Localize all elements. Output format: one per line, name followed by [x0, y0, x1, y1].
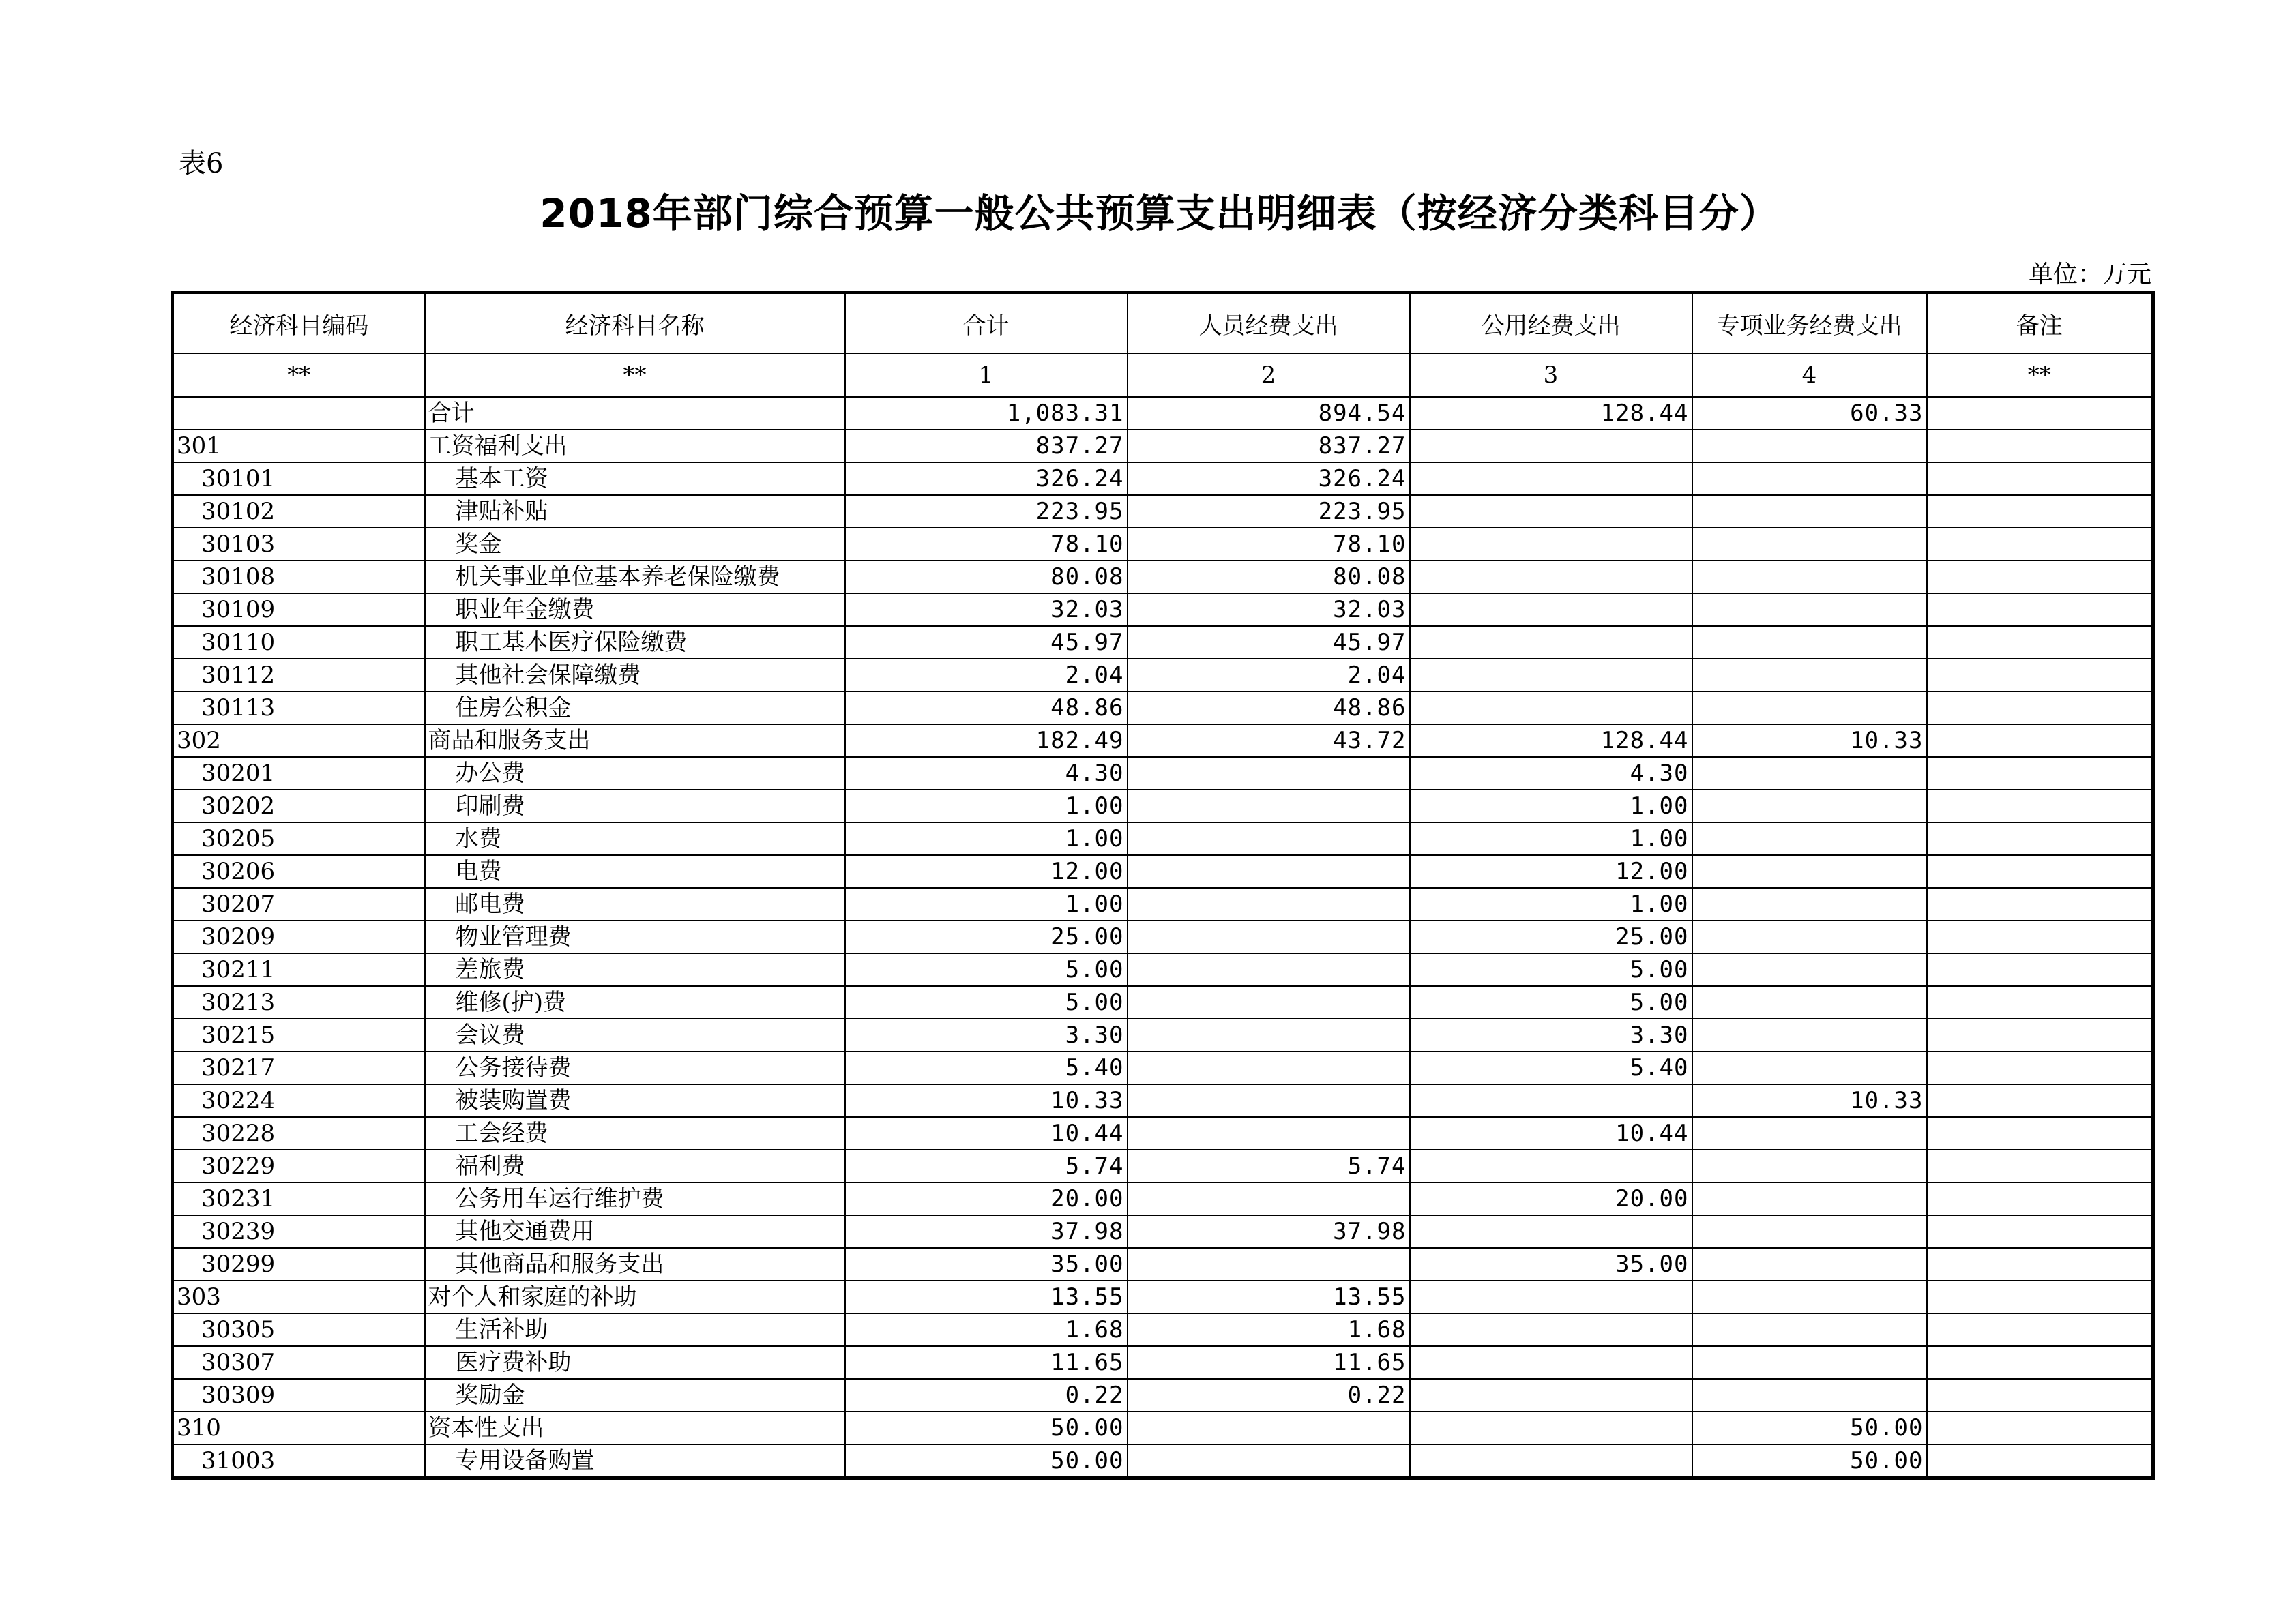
cell-name: 专用设备购置 [425, 1444, 845, 1478]
cell-total: 37.98 [845, 1215, 1128, 1248]
cell-total: 3.30 [845, 1019, 1128, 1052]
cell-personnel: 2.04 [1128, 659, 1410, 691]
cell-special [1692, 1019, 1927, 1052]
cell-name: 津贴补贴 [425, 495, 845, 528]
cell-code: 30309 [173, 1379, 425, 1412]
cell-public: 25.00 [1410, 921, 1692, 953]
cell-code: 310 [173, 1412, 425, 1444]
unit-label: 单位：万元 [2028, 260, 2151, 288]
cell-code: 30101 [173, 462, 425, 495]
cell-note [1927, 430, 2153, 462]
cell-note [1927, 495, 2153, 528]
budget-table [171, 291, 2155, 1480]
cell-special [1692, 953, 1927, 986]
cell-name: 公务接待费 [425, 1052, 845, 1084]
cell-personnel: 37.98 [1128, 1215, 1410, 1248]
cell-total: 4.30 [845, 757, 1128, 790]
cell-note [1927, 1182, 2153, 1215]
cell-note [1927, 1084, 2153, 1117]
cell-code: 30102 [173, 495, 425, 528]
cell-name: 物业管理费 [425, 921, 845, 953]
cell-code: 30108 [173, 561, 425, 593]
table-row [173, 1150, 2153, 1182]
cell-personnel: 32.03 [1128, 593, 1410, 626]
cell-code: 30224 [173, 1084, 425, 1117]
cell-total: 50.00 [845, 1412, 1128, 1444]
column-header-public: 公用经费支出 [1410, 293, 1692, 354]
table-row [173, 626, 2153, 659]
cell-total: 45.97 [845, 626, 1128, 659]
cell-special: 60.33 [1692, 397, 1927, 430]
table-row [173, 430, 2153, 462]
cell-note [1927, 790, 2153, 822]
table-row [173, 1019, 2153, 1052]
column-header-personnel: 人员经费支出 [1128, 293, 1410, 354]
cell-personnel: 80.08 [1128, 561, 1410, 593]
cell-total: 32.03 [845, 593, 1128, 626]
cell-public: 5.00 [1410, 986, 1692, 1019]
cell-name: 合计 [425, 397, 845, 430]
cell-note [1927, 986, 2153, 1019]
cell-total: 13.55 [845, 1281, 1128, 1313]
cell-name: 办公费 [425, 757, 845, 790]
cell-public [1410, 593, 1692, 626]
cell-code: 30307 [173, 1346, 425, 1379]
cell-total: 1.00 [845, 822, 1128, 855]
cell-public [1410, 691, 1692, 724]
index-cell: ** [173, 353, 425, 397]
cell-public [1410, 1281, 1692, 1313]
index-cell: 2 [1128, 353, 1410, 397]
index-cell: 3 [1410, 353, 1692, 397]
cell-public: 1.00 [1410, 822, 1692, 855]
cell-code: 30103 [173, 528, 425, 561]
cell-name: 其他商品和服务支出 [425, 1248, 845, 1281]
cell-total: 80.08 [845, 561, 1128, 593]
cell-special [1692, 1182, 1927, 1215]
cell-special [1692, 1117, 1927, 1150]
cell-special [1692, 822, 1927, 855]
cell-personnel: 11.65 [1128, 1346, 1410, 1379]
cell-special [1692, 790, 1927, 822]
cell-code: 301 [173, 430, 425, 462]
cell-public: 35.00 [1410, 1248, 1692, 1281]
cell-special [1692, 757, 1927, 790]
cell-code: 30110 [173, 626, 425, 659]
cell-note [1927, 1379, 2153, 1412]
cell-total: 11.65 [845, 1346, 1128, 1379]
cell-personnel [1128, 790, 1410, 822]
cell-total: 5.00 [845, 953, 1128, 986]
cell-personnel: 326.24 [1128, 462, 1410, 495]
cell-total: 25.00 [845, 921, 1128, 953]
cell-personnel: 13.55 [1128, 1281, 1410, 1313]
cell-code: 30228 [173, 1117, 425, 1150]
cell-note [1927, 1052, 2153, 1084]
cell-personnel [1128, 1117, 1410, 1150]
index-cell: 1 [845, 353, 1128, 397]
cell-personnel [1128, 1412, 1410, 1444]
cell-personnel [1128, 1444, 1410, 1478]
cell-special [1692, 888, 1927, 921]
cell-total: 48.86 [845, 691, 1128, 724]
cell-note [1927, 855, 2153, 888]
cell-public: 10.44 [1410, 1117, 1692, 1150]
column-header-note: 备注 [1927, 293, 2153, 354]
cell-total: 20.00 [845, 1182, 1128, 1215]
cell-personnel: 223.95 [1128, 495, 1410, 528]
cell-note [1927, 462, 2153, 495]
cell-total: 1.00 [845, 888, 1128, 921]
cell-code: 302 [173, 724, 425, 757]
cell-note [1927, 561, 2153, 593]
cell-code: 303 [173, 1281, 425, 1313]
cell-name: 奖金 [425, 528, 845, 561]
cell-public: 1.00 [1410, 888, 1692, 921]
table-row [173, 1313, 2153, 1346]
cell-special [1692, 561, 1927, 593]
cell-public: 4.30 [1410, 757, 1692, 790]
table-row [173, 986, 2153, 1019]
cell-code: 30202 [173, 790, 425, 822]
cell-special [1692, 1346, 1927, 1379]
cell-note [1927, 397, 2153, 430]
cell-name: 医疗费补助 [425, 1346, 845, 1379]
cell-personnel [1128, 1052, 1410, 1084]
table-row [173, 561, 2153, 593]
cell-name: 职工基本医疗保险缴费 [425, 626, 845, 659]
table-row [173, 1248, 2153, 1281]
cell-personnel [1128, 1084, 1410, 1117]
cell-name: 其他交通费用 [425, 1215, 845, 1248]
cell-note [1927, 1215, 2153, 1248]
cell-public [1410, 1150, 1692, 1182]
cell-public [1410, 1346, 1692, 1379]
cell-total: 5.74 [845, 1150, 1128, 1182]
cell-note [1927, 921, 2153, 953]
cell-note [1927, 1313, 2153, 1346]
cell-total: 2.04 [845, 659, 1128, 691]
cell-code: 30231 [173, 1182, 425, 1215]
cell-total: 5.40 [845, 1052, 1128, 1084]
cell-name: 差旅费 [425, 953, 845, 986]
cell-note [1927, 528, 2153, 561]
table-row [173, 1281, 2153, 1313]
table-row [173, 921, 2153, 953]
column-header-total: 合计 [845, 293, 1128, 354]
cell-name: 工会经费 [425, 1117, 845, 1150]
table-row [173, 1117, 2153, 1150]
cell-total: 0.22 [845, 1379, 1128, 1412]
table-row [173, 1084, 2153, 1117]
cell-public: 3.30 [1410, 1019, 1692, 1052]
table-row [173, 855, 2153, 888]
table-body [173, 397, 2153, 1478]
cell-special [1692, 986, 1927, 1019]
table-row [173, 691, 2153, 724]
cell-code: 30109 [173, 593, 425, 626]
cell-personnel: 48.86 [1128, 691, 1410, 724]
cell-personnel [1128, 921, 1410, 953]
cell-note [1927, 1117, 2153, 1150]
cell-code: 30113 [173, 691, 425, 724]
cell-total: 326.24 [845, 462, 1128, 495]
cell-special [1692, 921, 1927, 953]
cell-note [1927, 1248, 2153, 1281]
cell-total: 223.95 [845, 495, 1128, 528]
cell-note [1927, 953, 2153, 986]
cell-public [1410, 659, 1692, 691]
cell-name: 职业年金缴费 [425, 593, 845, 626]
cell-name: 公务用车运行维护费 [425, 1182, 845, 1215]
cell-code: 30217 [173, 1052, 425, 1084]
cell-special [1692, 659, 1927, 691]
index-row [173, 353, 2153, 397]
cell-personnel [1128, 953, 1410, 986]
cell-note [1927, 1281, 2153, 1313]
cell-total: 5.00 [845, 986, 1128, 1019]
cell-special [1692, 528, 1927, 561]
cell-public: 12.00 [1410, 855, 1692, 888]
cell-name: 机关事业单位基本养老保险缴费 [425, 561, 845, 593]
cell-note [1927, 691, 2153, 724]
cell-special [1692, 1215, 1927, 1248]
cell-special [1692, 691, 1927, 724]
cell-personnel [1128, 888, 1410, 921]
cell-personnel: 1.68 [1128, 1313, 1410, 1346]
cell-code: 30213 [173, 986, 425, 1019]
cell-public: 20.00 [1410, 1182, 1692, 1215]
table-row [173, 1215, 2153, 1248]
cell-personnel [1128, 1019, 1410, 1052]
cell-special: 50.00 [1692, 1412, 1927, 1444]
cell-name: 印刷费 [425, 790, 845, 822]
cell-public [1410, 495, 1692, 528]
table-row [173, 1412, 2153, 1444]
cell-name: 奖励金 [425, 1379, 845, 1412]
table-row [173, 528, 2153, 561]
cell-special [1692, 1248, 1927, 1281]
cell-personnel: 837.27 [1128, 430, 1410, 462]
table-row [173, 953, 2153, 986]
table-row [173, 790, 2153, 822]
table-row [173, 659, 2153, 691]
table-row [173, 1379, 2153, 1412]
cell-note [1927, 724, 2153, 757]
cell-total: 1.68 [845, 1313, 1128, 1346]
cell-special [1692, 430, 1927, 462]
cell-special [1692, 1150, 1927, 1182]
cell-note [1927, 659, 2153, 691]
cell-public: 5.40 [1410, 1052, 1692, 1084]
table-row [173, 1052, 2153, 1084]
cell-name: 被装购置费 [425, 1084, 845, 1117]
cell-total: 78.10 [845, 528, 1128, 561]
cell-code: 30201 [173, 757, 425, 790]
cell-personnel: 43.72 [1128, 724, 1410, 757]
cell-name: 电费 [425, 855, 845, 888]
table-row [173, 1182, 2153, 1215]
cell-personnel: 894.54 [1128, 397, 1410, 430]
cell-public [1410, 1215, 1692, 1248]
cell-personnel [1128, 1248, 1410, 1281]
cell-name: 基本工资 [425, 462, 845, 495]
cell-total: 12.00 [845, 855, 1128, 888]
cell-public [1410, 1412, 1692, 1444]
cell-special [1692, 593, 1927, 626]
cell-code: 30229 [173, 1150, 425, 1182]
cell-total: 50.00 [845, 1444, 1128, 1478]
cell-code [173, 397, 425, 430]
cell-name: 水费 [425, 822, 845, 855]
cell-total: 10.33 [845, 1084, 1128, 1117]
cell-public [1410, 528, 1692, 561]
cell-note [1927, 593, 2153, 626]
cell-total: 10.44 [845, 1117, 1128, 1150]
table-row [173, 888, 2153, 921]
cell-total: 1.00 [845, 790, 1128, 822]
table-row [173, 757, 2153, 790]
cell-public: 128.44 [1410, 724, 1692, 757]
cell-personnel [1128, 757, 1410, 790]
cell-note [1927, 757, 2153, 790]
table-row [173, 593, 2153, 626]
cell-code: 30299 [173, 1248, 425, 1281]
cell-code: 30207 [173, 888, 425, 921]
cell-code: 30215 [173, 1019, 425, 1052]
cell-special [1692, 1281, 1927, 1313]
table-label: 表6 [179, 148, 224, 179]
table-row [173, 1444, 2153, 1478]
cell-personnel [1128, 986, 1410, 1019]
column-header-name: 经济科目名称 [425, 293, 845, 354]
cell-note [1927, 1346, 2153, 1379]
cell-code: 30211 [173, 953, 425, 986]
cell-public [1410, 561, 1692, 593]
cell-public [1410, 1313, 1692, 1346]
cell-special: 10.33 [1692, 1084, 1927, 1117]
cell-public: 5.00 [1410, 953, 1692, 986]
cell-code: 31003 [173, 1444, 425, 1478]
cell-special [1692, 1313, 1927, 1346]
table-row [173, 462, 2153, 495]
cell-public [1410, 462, 1692, 495]
cell-note [1927, 822, 2153, 855]
cell-name: 资本性支出 [425, 1412, 845, 1444]
cell-public: 1.00 [1410, 790, 1692, 822]
header-row [173, 293, 2153, 354]
table-row [173, 1346, 2153, 1379]
cell-special [1692, 1052, 1927, 1084]
cell-public [1410, 430, 1692, 462]
cell-code: 30112 [173, 659, 425, 691]
cell-note [1927, 1019, 2153, 1052]
cell-public [1410, 626, 1692, 659]
cell-total: 1,083.31 [845, 397, 1128, 430]
cell-public [1410, 1084, 1692, 1117]
cell-public [1410, 1444, 1692, 1478]
cell-name: 福利费 [425, 1150, 845, 1182]
cell-special [1692, 462, 1927, 495]
cell-name: 维修(护)费 [425, 986, 845, 1019]
cell-code: 30206 [173, 855, 425, 888]
cell-note [1927, 1412, 2153, 1444]
index-cell: ** [425, 353, 845, 397]
cell-personnel: 5.74 [1128, 1150, 1410, 1182]
cell-special: 50.00 [1692, 1444, 1927, 1478]
table-row [173, 397, 2153, 430]
cell-name: 住房公积金 [425, 691, 845, 724]
cell-total: 35.00 [845, 1248, 1128, 1281]
cell-name: 工资福利支出 [425, 430, 845, 462]
cell-name: 商品和服务支出 [425, 724, 845, 757]
cell-personnel: 45.97 [1128, 626, 1410, 659]
cell-note [1927, 1150, 2153, 1182]
cell-total: 837.27 [845, 430, 1128, 462]
cell-name: 其他社会保障缴费 [425, 659, 845, 691]
cell-name: 邮电费 [425, 888, 845, 921]
cell-total: 182.49 [845, 724, 1128, 757]
cell-special [1692, 1379, 1927, 1412]
cell-name: 会议费 [425, 1019, 845, 1052]
cell-special: 10.33 [1692, 724, 1927, 757]
cell-special [1692, 626, 1927, 659]
cell-personnel [1128, 1182, 1410, 1215]
cell-public: 128.44 [1410, 397, 1692, 430]
cell-code: 30239 [173, 1215, 425, 1248]
cell-code: 30205 [173, 822, 425, 855]
cell-name: 对个人和家庭的补助 [425, 1281, 845, 1313]
cell-personnel: 78.10 [1128, 528, 1410, 561]
page-title: 2018年部门综合预算一般公共预算支出明细表（按经济分类科目分） [540, 190, 1780, 237]
cell-code: 30209 [173, 921, 425, 953]
index-cell: 4 [1692, 353, 1927, 397]
cell-note [1927, 1444, 2153, 1478]
cell-personnel [1128, 855, 1410, 888]
column-header-special: 专项业务经费支出 [1692, 293, 1927, 354]
table-row [173, 724, 2153, 757]
cell-name: 生活补助 [425, 1313, 845, 1346]
column-header-code: 经济科目编码 [173, 293, 425, 354]
cell-note [1927, 626, 2153, 659]
cell-note [1927, 888, 2153, 921]
cell-personnel: 0.22 [1128, 1379, 1410, 1412]
cell-personnel [1128, 822, 1410, 855]
table-row [173, 822, 2153, 855]
cell-public [1410, 1379, 1692, 1412]
cell-special [1692, 495, 1927, 528]
table-row [173, 495, 2153, 528]
cell-special [1692, 855, 1927, 888]
cell-code: 30305 [173, 1313, 425, 1346]
index-cell: ** [1927, 353, 2153, 397]
